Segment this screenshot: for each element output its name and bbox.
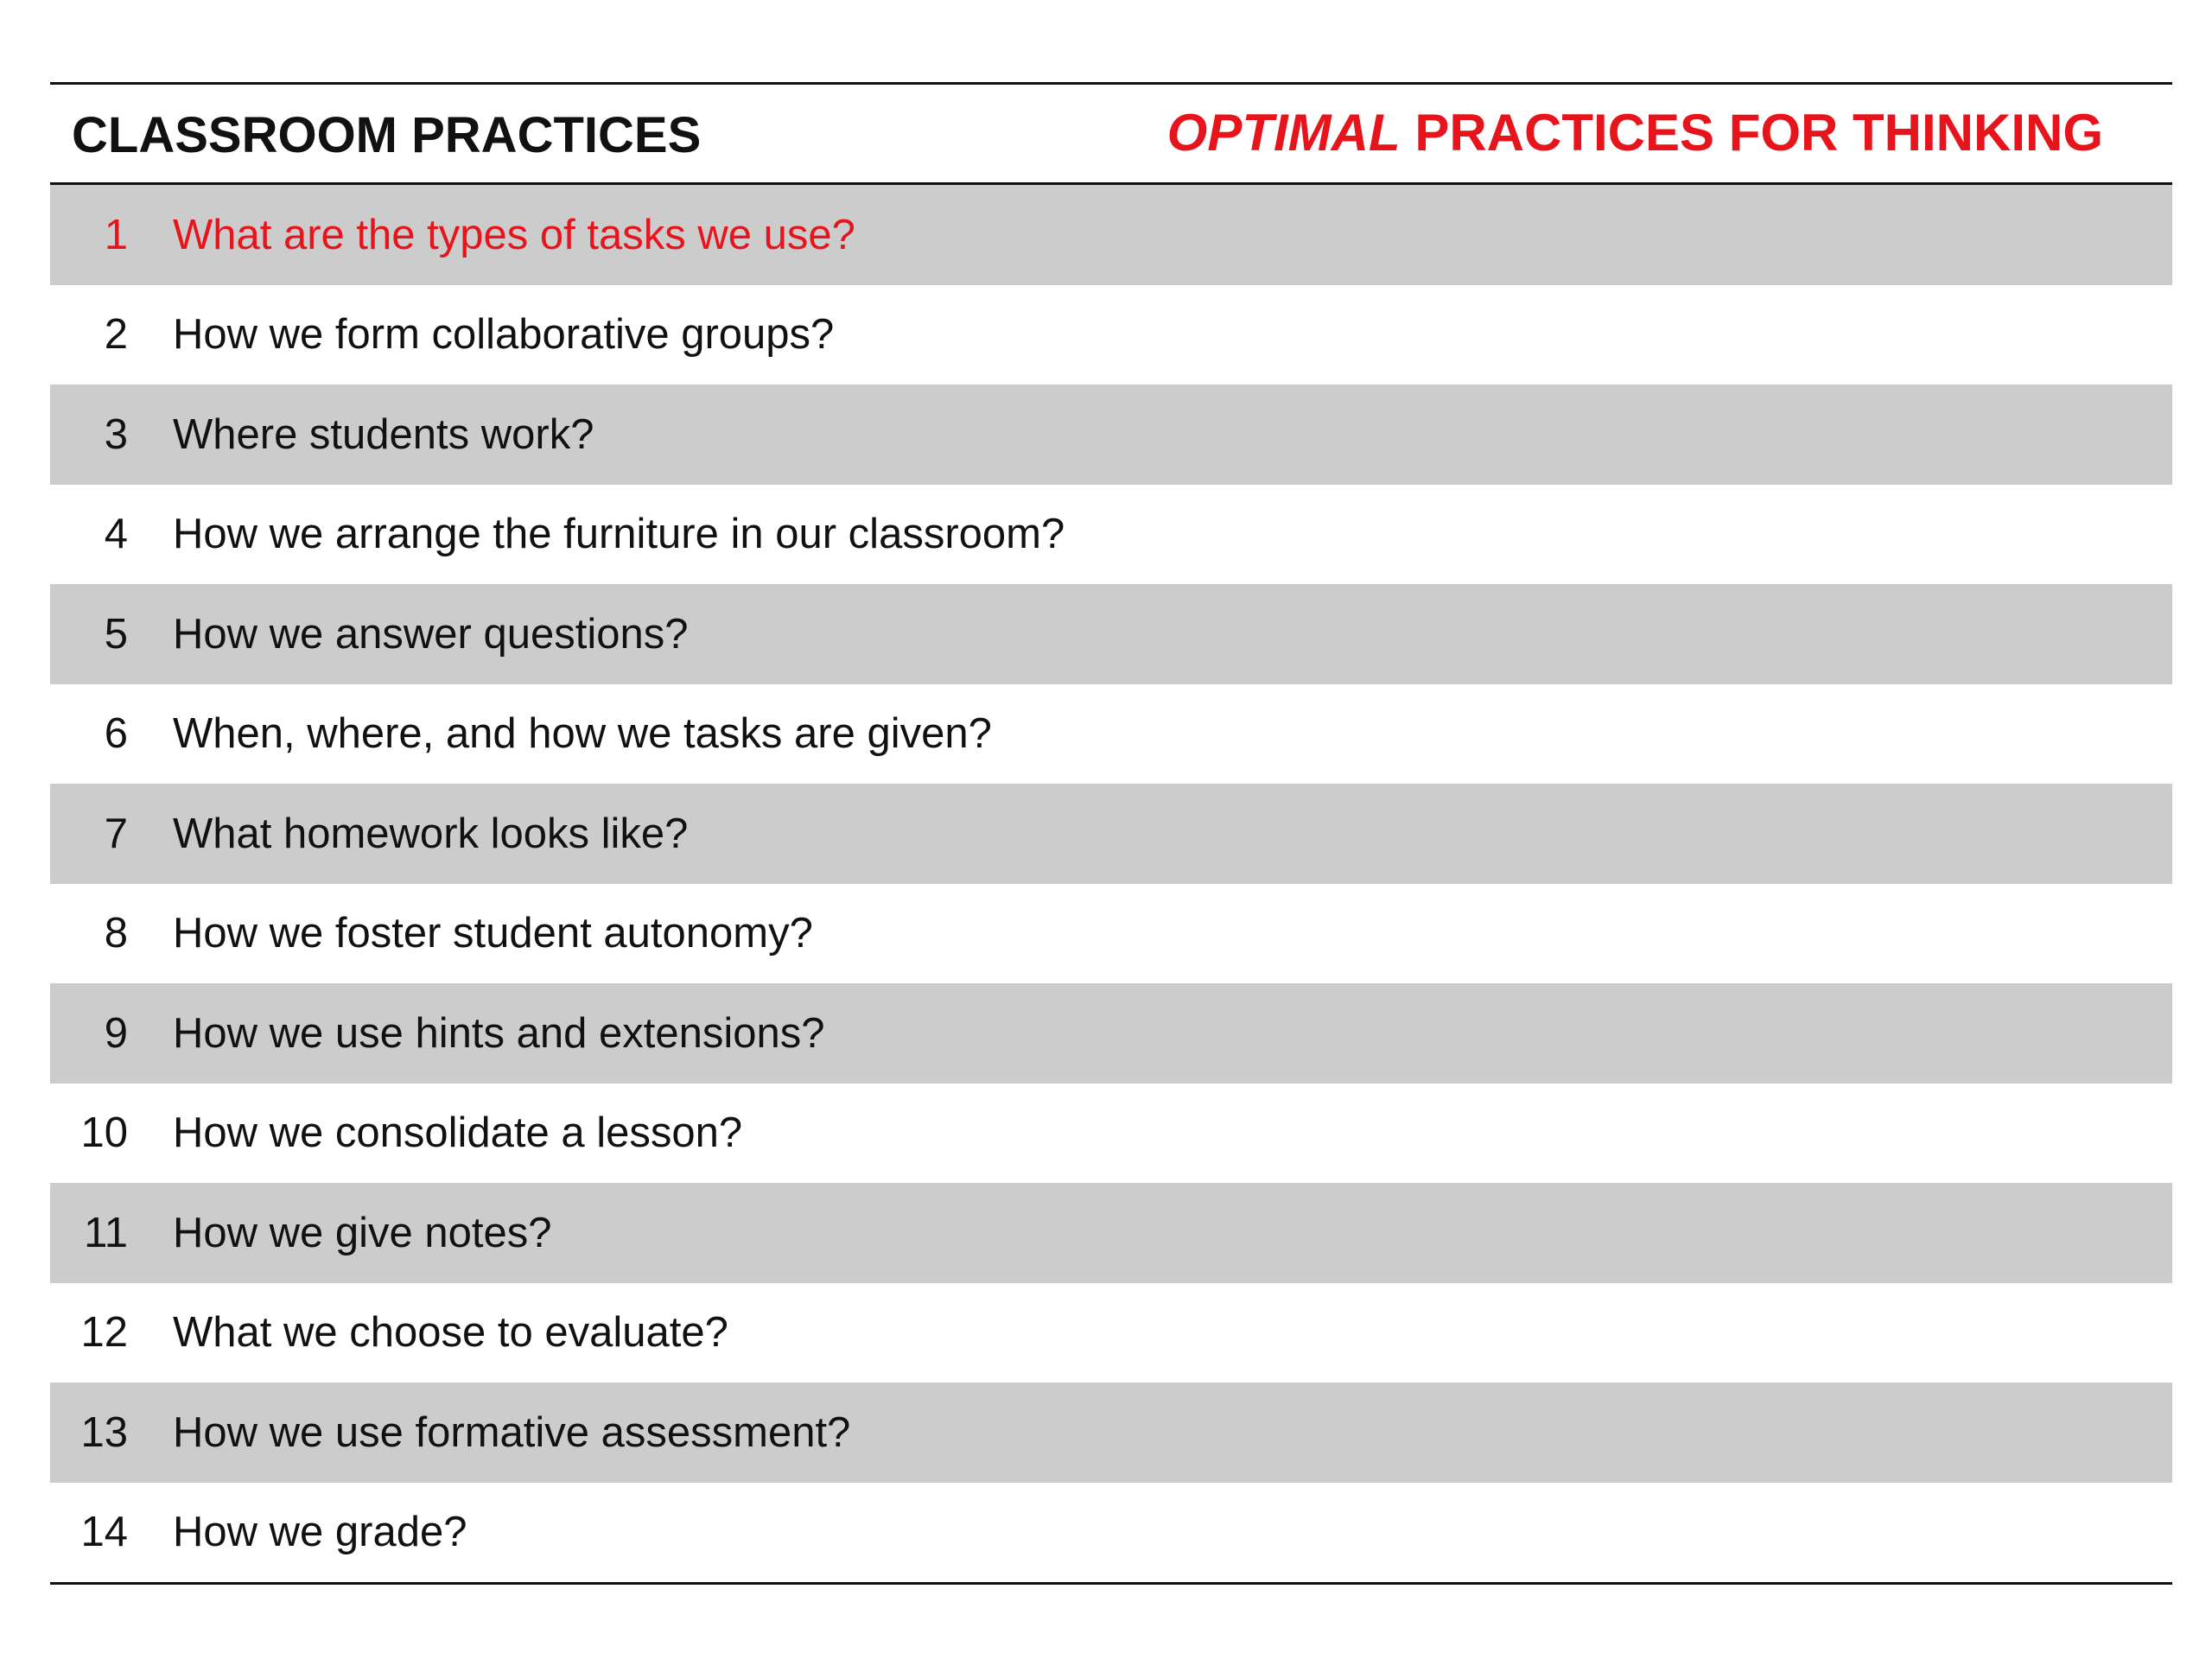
practice-question: How we grade? — [173, 1509, 467, 1556]
practice-number: 14 — [80, 1509, 128, 1556]
practice-question: How we arrange the furniture in our classroom? — [173, 511, 1065, 558]
practice-number: 5 — [104, 610, 128, 658]
header-optimal-practices — [1167, 103, 2103, 162]
practice-question: What are the types of tasks we use? — [173, 211, 855, 258]
practice-question: How we consolidate a lesson? — [173, 1109, 743, 1157]
practice-row-13 — [50, 1382, 2172, 1483]
practice-row-10 — [50, 1084, 2172, 1184]
practice-question: How we answer questions? — [173, 610, 689, 658]
practice-list — [50, 185, 2172, 1582]
practice-number: 3 — [104, 410, 128, 458]
practice-question: When, where, and how we tasks are given? — [173, 710, 992, 758]
header-optimal-emphasis: OPTIMAL — [1166, 104, 1401, 162]
practice-question: How we use hints and extensions? — [173, 1009, 825, 1057]
practice-number: 1 — [104, 211, 128, 258]
practice-number: 8 — [104, 910, 128, 957]
practice-number: 2 — [104, 311, 128, 359]
practice-number: 11 — [84, 1209, 128, 1256]
practice-row-14 — [50, 1483, 2172, 1583]
practice-question: Where students work? — [173, 410, 594, 458]
header-classroom-practices: CLASSROOM PRACTICES — [72, 107, 702, 163]
practice-question: How we form collaborative groups? — [173, 311, 835, 359]
practice-number: 10 — [80, 1109, 128, 1157]
practice-row-8 — [50, 884, 2172, 984]
header-optimal-rest: PRACTICES FOR THINKING — [1400, 104, 2103, 162]
practice-row-6 — [50, 684, 2172, 785]
practice-row-2 — [50, 285, 2172, 385]
practice-row-11 — [50, 1183, 2172, 1283]
practices-table — [50, 82, 2172, 1585]
practice-row-1 — [50, 185, 2172, 285]
practice-number: 4 — [104, 511, 128, 558]
practice-row-7 — [50, 784, 2172, 884]
table-header — [50, 85, 2172, 185]
practice-number: 7 — [104, 810, 128, 857]
practice-question: What homework looks like? — [173, 810, 689, 857]
practice-row-12 — [50, 1283, 2172, 1383]
practice-row-3 — [50, 385, 2172, 485]
practice-row-5 — [50, 584, 2172, 684]
practice-question: What we choose to evaluate? — [173, 1309, 728, 1357]
practice-question: How we foster student autonomy? — [173, 910, 813, 957]
practice-number: 6 — [104, 710, 128, 758]
practice-row-4 — [50, 485, 2172, 585]
practice-question: How we give notes? — [173, 1209, 552, 1256]
practice-number: 13 — [80, 1408, 128, 1456]
practice-number: 12 — [80, 1309, 128, 1357]
practice-question: How we use formative assessment? — [173, 1408, 851, 1456]
practice-number: 9 — [104, 1009, 128, 1057]
practice-row-9 — [50, 983, 2172, 1084]
